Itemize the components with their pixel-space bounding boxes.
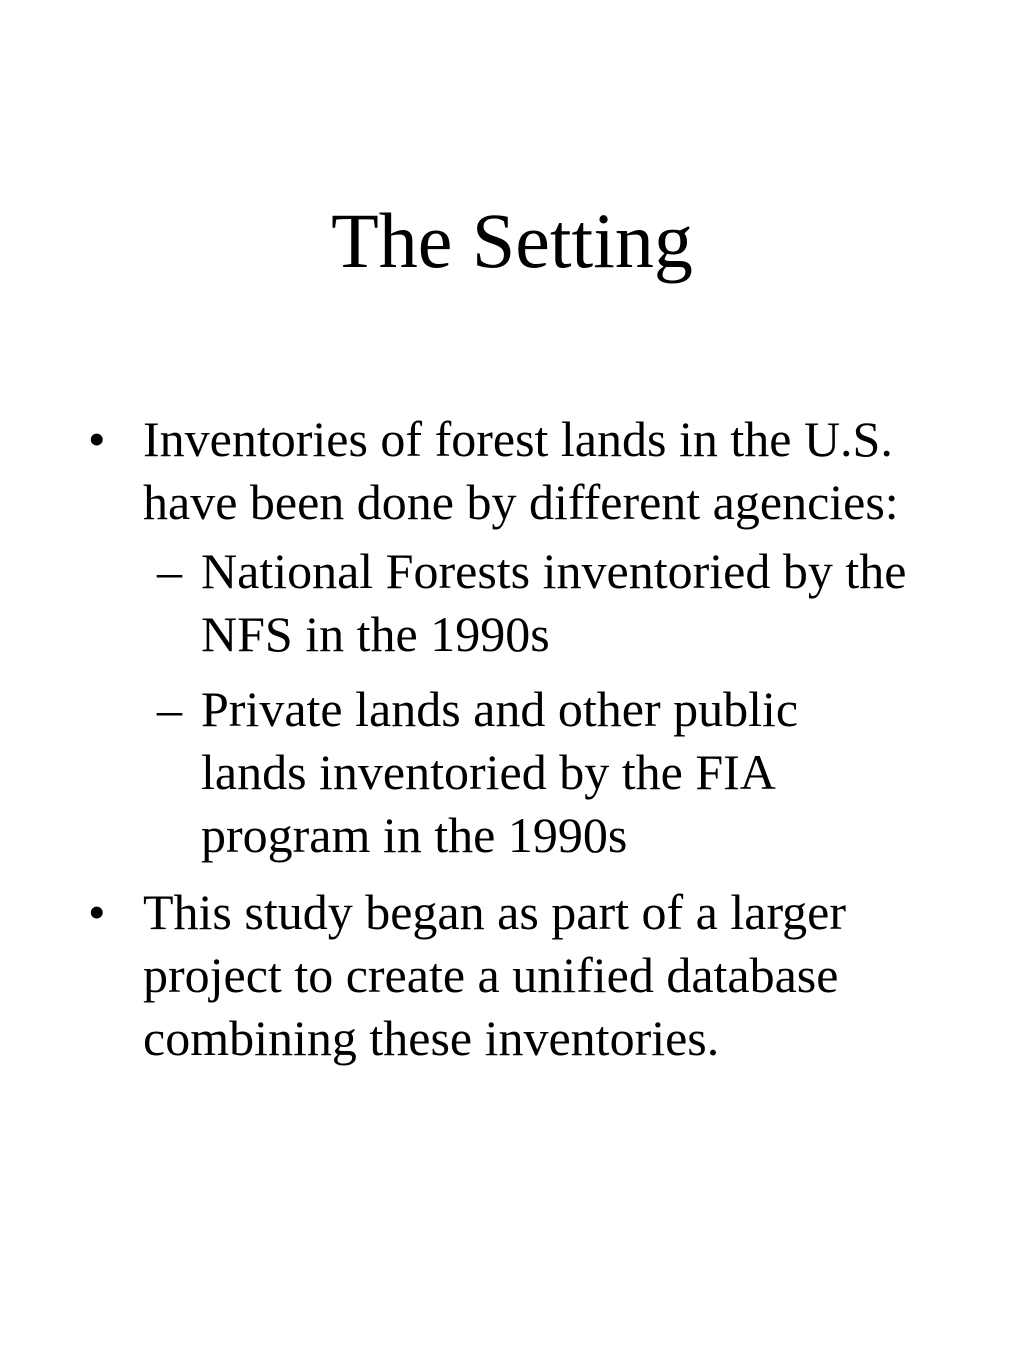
sub-bullet-list (143, 540, 908, 867)
bullet-text: This study began as part of a larger project to create a unified database combining these inventories. (143, 884, 847, 1066)
sub-bullet-text: National Forests inventoried by the NFS in the 1990s (201, 543, 907, 662)
dash-marker: – (157, 543, 182, 599)
bullet-list (88, 408, 908, 1084)
bullet-marker: • (88, 411, 106, 467)
sub-bullet-text: Private lands and other public lands inventoried by the FIA program in the 1990s (201, 681, 799, 863)
bullet-marker: • (88, 884, 106, 940)
slide-title: The Setting (331, 197, 693, 284)
sub-bullet-item (143, 678, 908, 867)
bullet-text: Inventories of forest lands in the U.S. have been done by different agencies: (143, 411, 899, 530)
sub-bullet-item (143, 540, 908, 666)
bullet-item (88, 408, 908, 867)
dash-marker: – (157, 681, 182, 737)
bullet-item (88, 881, 908, 1070)
